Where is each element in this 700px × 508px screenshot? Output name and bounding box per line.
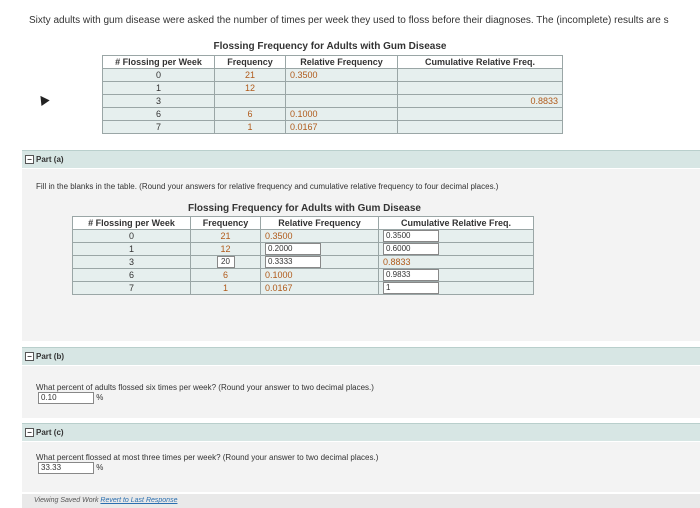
header-relative: Relative Frequency	[286, 56, 398, 69]
cell-flossing	[103, 95, 215, 108]
collapse-toggle-icon[interactable]: −	[25, 352, 34, 361]
table-row	[73, 243, 534, 256]
cell-frequency-value: 12	[220, 244, 231, 254]
header-relative: Relative Frequency	[261, 217, 379, 230]
cell-cumulative-input[interactable]: 0.6000	[383, 243, 439, 255]
cell-relative	[286, 108, 398, 121]
header-frequency: Frequency	[215, 56, 286, 69]
cell-flossing-value: 0	[155, 70, 161, 80]
cell-relative	[261, 230, 379, 243]
part-c-unit: %	[96, 463, 104, 473]
cell-cumulative	[379, 243, 534, 256]
header-cumulative: Cumulative Relative Freq.	[379, 217, 534, 230]
part-a-instruction: Fill in the blanks in the table. (Round your answers for relative frequency and cumulative relative frequency to four decimal places.)	[36, 182, 499, 191]
cell-flossing	[103, 121, 215, 134]
revert-link[interactable]: Revert to Last Response	[100, 497, 178, 504]
cell-frequency-input[interactable]: 20	[217, 256, 235, 268]
table-row	[103, 121, 563, 134]
cell-flossing	[73, 243, 191, 256]
header-flossing: # Flossing per Week	[73, 217, 191, 230]
cell-cumulative-input[interactable]: 0.9833	[383, 269, 439, 281]
cell-frequency	[215, 108, 286, 121]
cell-cumulative	[398, 108, 563, 121]
header-frequency: Frequency	[191, 217, 261, 230]
cell-frequency-value: 6	[222, 270, 228, 280]
cell-frequency-value: 21	[244, 70, 255, 80]
table-row	[103, 95, 563, 108]
cell-frequency-value: 21	[220, 231, 231, 241]
part-c-answer-input[interactable]: 33.33	[38, 462, 94, 474]
cell-cumulative-input[interactable]: 1	[383, 282, 439, 294]
cell-flossing-value: 3	[128, 257, 134, 267]
cell-flossing	[73, 230, 191, 243]
cell-frequency-value: 1	[247, 122, 253, 132]
cell-relative-value: 0.1000	[265, 270, 293, 280]
collapse-toggle-icon[interactable]: −	[25, 155, 34, 164]
cell-relative	[286, 69, 398, 82]
cell-cumulative	[398, 69, 563, 82]
table-row	[73, 282, 534, 295]
cell-cumulative	[398, 95, 563, 108]
cell-flossing-value: 0	[128, 231, 134, 241]
cell-relative-input[interactable]: 0.2000	[265, 243, 321, 255]
top-frequency-table	[102, 55, 563, 134]
cell-frequency-value: 1	[222, 283, 228, 293]
cell-cumulative	[379, 256, 534, 269]
cell-frequency	[191, 256, 261, 269]
cell-cumulative-value: 0.8833	[383, 257, 411, 267]
cell-relative-value: 0.3500	[265, 231, 293, 241]
part-c-question: What percent flossed at most three times per week? (Round your answer to two decimal places.)	[36, 453, 379, 462]
collapse-toggle-icon[interactable]: −	[25, 428, 34, 437]
cell-frequency	[215, 82, 286, 95]
cell-flossing-value: 6	[128, 270, 134, 280]
cell-flossing	[103, 69, 215, 82]
cell-relative-value: 0.0167	[290, 122, 318, 132]
cell-frequency	[191, 230, 261, 243]
part-a-label: Part (a)	[36, 155, 64, 164]
cell-relative	[261, 269, 379, 282]
cell-cumulative	[379, 282, 534, 295]
cell-flossing-value: 7	[128, 283, 134, 293]
cell-flossing	[73, 282, 191, 295]
cell-frequency	[215, 69, 286, 82]
cell-frequency-value: 6	[247, 109, 253, 119]
cell-relative	[286, 95, 398, 108]
cell-frequency	[215, 95, 286, 108]
cell-frequency-value: 12	[244, 83, 255, 93]
cell-flossing	[103, 108, 215, 121]
part-b-question: What percent of adults flossed six times per week? (Round your answer to two decimal places.)	[36, 383, 374, 392]
part-c-label: Part (c)	[36, 428, 64, 437]
cell-frequency	[191, 243, 261, 256]
cell-relative	[286, 121, 398, 134]
cell-relative	[286, 82, 398, 95]
cell-cumulative	[379, 269, 534, 282]
cell-flossing	[73, 256, 191, 269]
table-row	[73, 256, 534, 269]
part-b-panel	[22, 366, 700, 418]
cell-relative-value: 0.1000	[290, 109, 318, 119]
part-a-frequency-table	[72, 216, 534, 295]
cell-flossing-value: 1	[128, 244, 134, 254]
cell-flossing-value: 7	[155, 122, 161, 132]
footer-status	[22, 494, 700, 508]
cell-cumulative-value: 0.8833	[530, 96, 558, 106]
table-row	[103, 108, 563, 121]
cell-flossing-value: 1	[155, 83, 161, 93]
cell-flossing-value: 6	[155, 109, 161, 119]
footer-text: Viewing Saved Work	[34, 497, 99, 504]
cell-cumulative-input[interactable]: 0.3500	[383, 230, 439, 242]
cell-relative-value: 0.3500	[290, 70, 318, 80]
cell-flossing	[73, 269, 191, 282]
part-b-header[interactable]	[22, 347, 700, 365]
table-row	[73, 230, 534, 243]
part-a-table-title: Flossing Frequency for Adults with Gum Disease	[187, 203, 421, 214]
part-b-answer-row	[38, 392, 103, 404]
cell-frequency	[215, 121, 286, 134]
header-flossing: # Flossing per Week	[103, 56, 215, 69]
cell-flossing-value: 3	[155, 96, 161, 106]
header-cumulative: Cumulative Relative Freq.	[398, 56, 563, 69]
table-row	[103, 82, 563, 95]
cell-relative-input[interactable]: 0.3333	[265, 256, 321, 268]
cell-cumulative	[398, 121, 563, 134]
part-b-answer-input[interactable]: 0.10	[38, 392, 94, 404]
cell-relative-value: 0.0167	[265, 283, 293, 293]
part-a-header[interactable]	[22, 150, 700, 168]
part-c-answer-row	[38, 462, 103, 474]
top-table-title: Flossing Frequency for Adults with Gum Disease	[213, 41, 447, 52]
cell-cumulative	[398, 82, 563, 95]
part-c-header[interactable]	[22, 423, 700, 441]
cell-frequency	[191, 282, 261, 295]
table-row	[73, 269, 534, 282]
cell-cumulative	[379, 230, 534, 243]
part-b-unit: %	[96, 393, 104, 403]
table-row	[103, 69, 563, 82]
cell-relative	[261, 282, 379, 295]
problem-intro: Sixty adults with gum disease were asked the number of times per week they used to floss before their diagnoses. The (incomplete) results are s	[29, 15, 669, 26]
mouse-cursor-icon	[36, 93, 49, 106]
part-b-label: Part (b)	[36, 352, 64, 361]
cell-relative	[261, 243, 379, 256]
cell-flossing	[103, 82, 215, 95]
cell-frequency	[191, 269, 261, 282]
cell-relative	[261, 256, 379, 269]
part-c-panel	[22, 442, 700, 492]
